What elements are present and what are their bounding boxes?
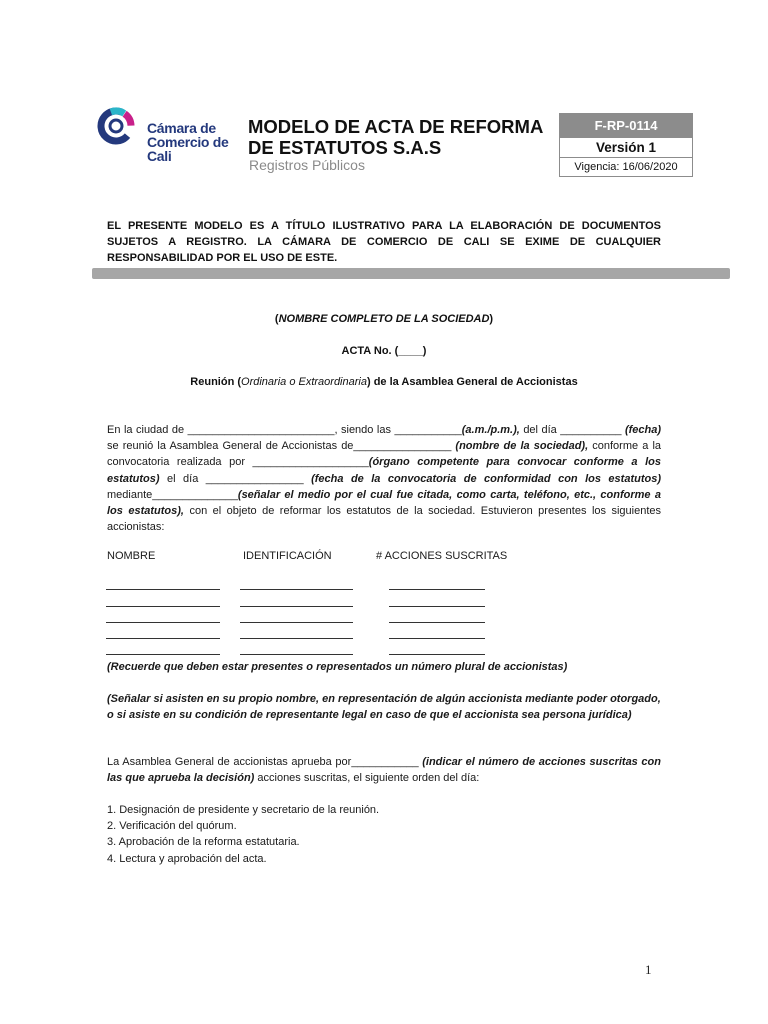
column-header-nombre: NOMBRE	[107, 550, 156, 562]
intro-text: En la ciudad de ________________________, siendo las ___________	[107, 424, 462, 436]
representation-note: (Señalar si asisten en su propio nombre, en representación de algún accionista mediante poder otorgado, o si asiste en su condición de representante legal en caso de que el accionista sea persona jurídica)	[107, 693, 661, 721]
logo-line: Comercio de	[147, 134, 229, 150]
title-line-1: MODELO DE ACTA DE REFORMA	[248, 116, 544, 137]
blank-line	[240, 574, 353, 590]
intro-placeholder: (a.m./p.m.),	[461, 424, 520, 436]
blank-line	[389, 607, 485, 623]
acta-number: ACTA No. (____)	[341, 345, 427, 357]
column-header-acciones: # ACCIONES SUSCRITAS	[376, 550, 508, 562]
approval-text: La Asamblea General de accionistas aprueba por___________	[107, 756, 423, 768]
intro-placeholder: (fecha)	[624, 424, 662, 436]
society-name-heading	[107, 313, 661, 325]
blank-line	[389, 623, 485, 639]
title-line-2: DE ESTATUTOS S.A.S	[248, 137, 442, 158]
intro-placeholder: (órgano competente para convocar conforme a los estatutos)	[107, 456, 661, 485]
intro-text: mediante______________	[107, 488, 238, 501]
identificacion-blank-lines	[240, 574, 353, 655]
paren: )	[489, 313, 494, 325]
blank-line	[240, 639, 353, 655]
blank-line	[389, 639, 485, 655]
intro-placeholder: (nombre de la sociedad),	[455, 440, 589, 453]
document-code-box	[559, 113, 693, 177]
camara-comercio-logo-icon	[97, 103, 135, 147]
society-name-placeholder: NOMBRE COMPLETO DE LA SOCIEDAD	[278, 313, 490, 325]
intro-text: se reunió la Asamblea General de Accionistas de________________	[107, 440, 456, 453]
intro-text: con el objeto de reformar los estatutos de la sociedad. Estuvieron presentes los siguientes accionistas:	[107, 505, 661, 534]
agenda-item: 1. Designación de presidente y secretario de la reunión.	[107, 804, 380, 816]
blank-line	[389, 574, 485, 590]
nombre-blank-lines	[106, 574, 220, 655]
logo-text	[147, 121, 229, 163]
intro-placeholder: (señalar el medio por el cual fue citada, como carta, teléfono, etc., conforme a los estatutos),	[107, 488, 661, 518]
approval-text: acciones suscritas, el siguiente orden del día:	[254, 772, 480, 785]
blank-line	[240, 590, 353, 606]
agenda-item: 3. Aprobación de la reforma estatutaria.	[107, 836, 300, 849]
blank-line	[106, 607, 220, 623]
approval-placeholder: (indicar el número de acciones suscritas con las que aprueba la decisión)	[107, 756, 661, 785]
agenda-list	[107, 802, 379, 867]
blank-line	[106, 623, 220, 639]
acciones-blank-lines	[389, 574, 485, 655]
paren: (	[274, 313, 279, 325]
version-label: Versión 1	[560, 138, 692, 158]
column-header-identificacion: IDENTIFICACIÓN	[243, 550, 332, 562]
page-number: 1	[645, 962, 652, 977]
meeting-type-placeholder: Ordinaria o Extraordinaria	[241, 376, 367, 388]
intro-text: el día ________________	[159, 472, 312, 485]
validity-date: Vigencia: 16/06/2020	[574, 161, 678, 173]
quorum-note: (Recuerde que deben estar presentes o representados un número plural de accionistas)	[107, 661, 568, 673]
document-title	[248, 116, 543, 158]
meeting-suffix: ) de la Asamblea General de Accionistas	[366, 376, 578, 388]
blank-line	[106, 590, 220, 606]
approval-paragraph	[107, 754, 661, 786]
intro-paragraph	[107, 422, 661, 535]
intro-text: conforme a la convocatoria realizada por ___________________	[107, 440, 662, 469]
meeting-type-heading	[107, 376, 661, 388]
blank-line	[106, 639, 220, 655]
logo-line: Cali	[147, 148, 172, 164]
blank-line	[106, 574, 220, 590]
blank-line	[240, 607, 353, 623]
meeting-prefix: Reunión (	[190, 376, 242, 388]
document-subtitle: Registros Públicos	[249, 157, 365, 173]
form-code: F-RP-0114	[560, 114, 692, 138]
logo-line: Cámara de	[147, 120, 216, 136]
agenda-item: 4. Lectura y aprobación del acta.	[107, 852, 267, 865]
disclaimer-text: EL PRESENTE MODELO ES A TÍTULO ILUSTRATIVO PARA LA ELABORACIÓN DE DOCUMENTOS SUJETOS A REGISTRO. LA CÁMARA DE COMERCIO DE CALI SE EXIME DE CUALQUIER RESPONSABILIDAD POR EL USO DE ESTE.	[107, 220, 661, 264]
blank-line	[389, 590, 485, 606]
intro-placeholder: (fecha de la convocatoria de conformidad con los estatutos)	[311, 472, 661, 485]
section-divider	[92, 268, 730, 279]
blank-line	[240, 623, 353, 639]
intro-text: del día __________	[519, 424, 625, 436]
agenda-item: 2. Verificación del quórum.	[107, 820, 237, 833]
